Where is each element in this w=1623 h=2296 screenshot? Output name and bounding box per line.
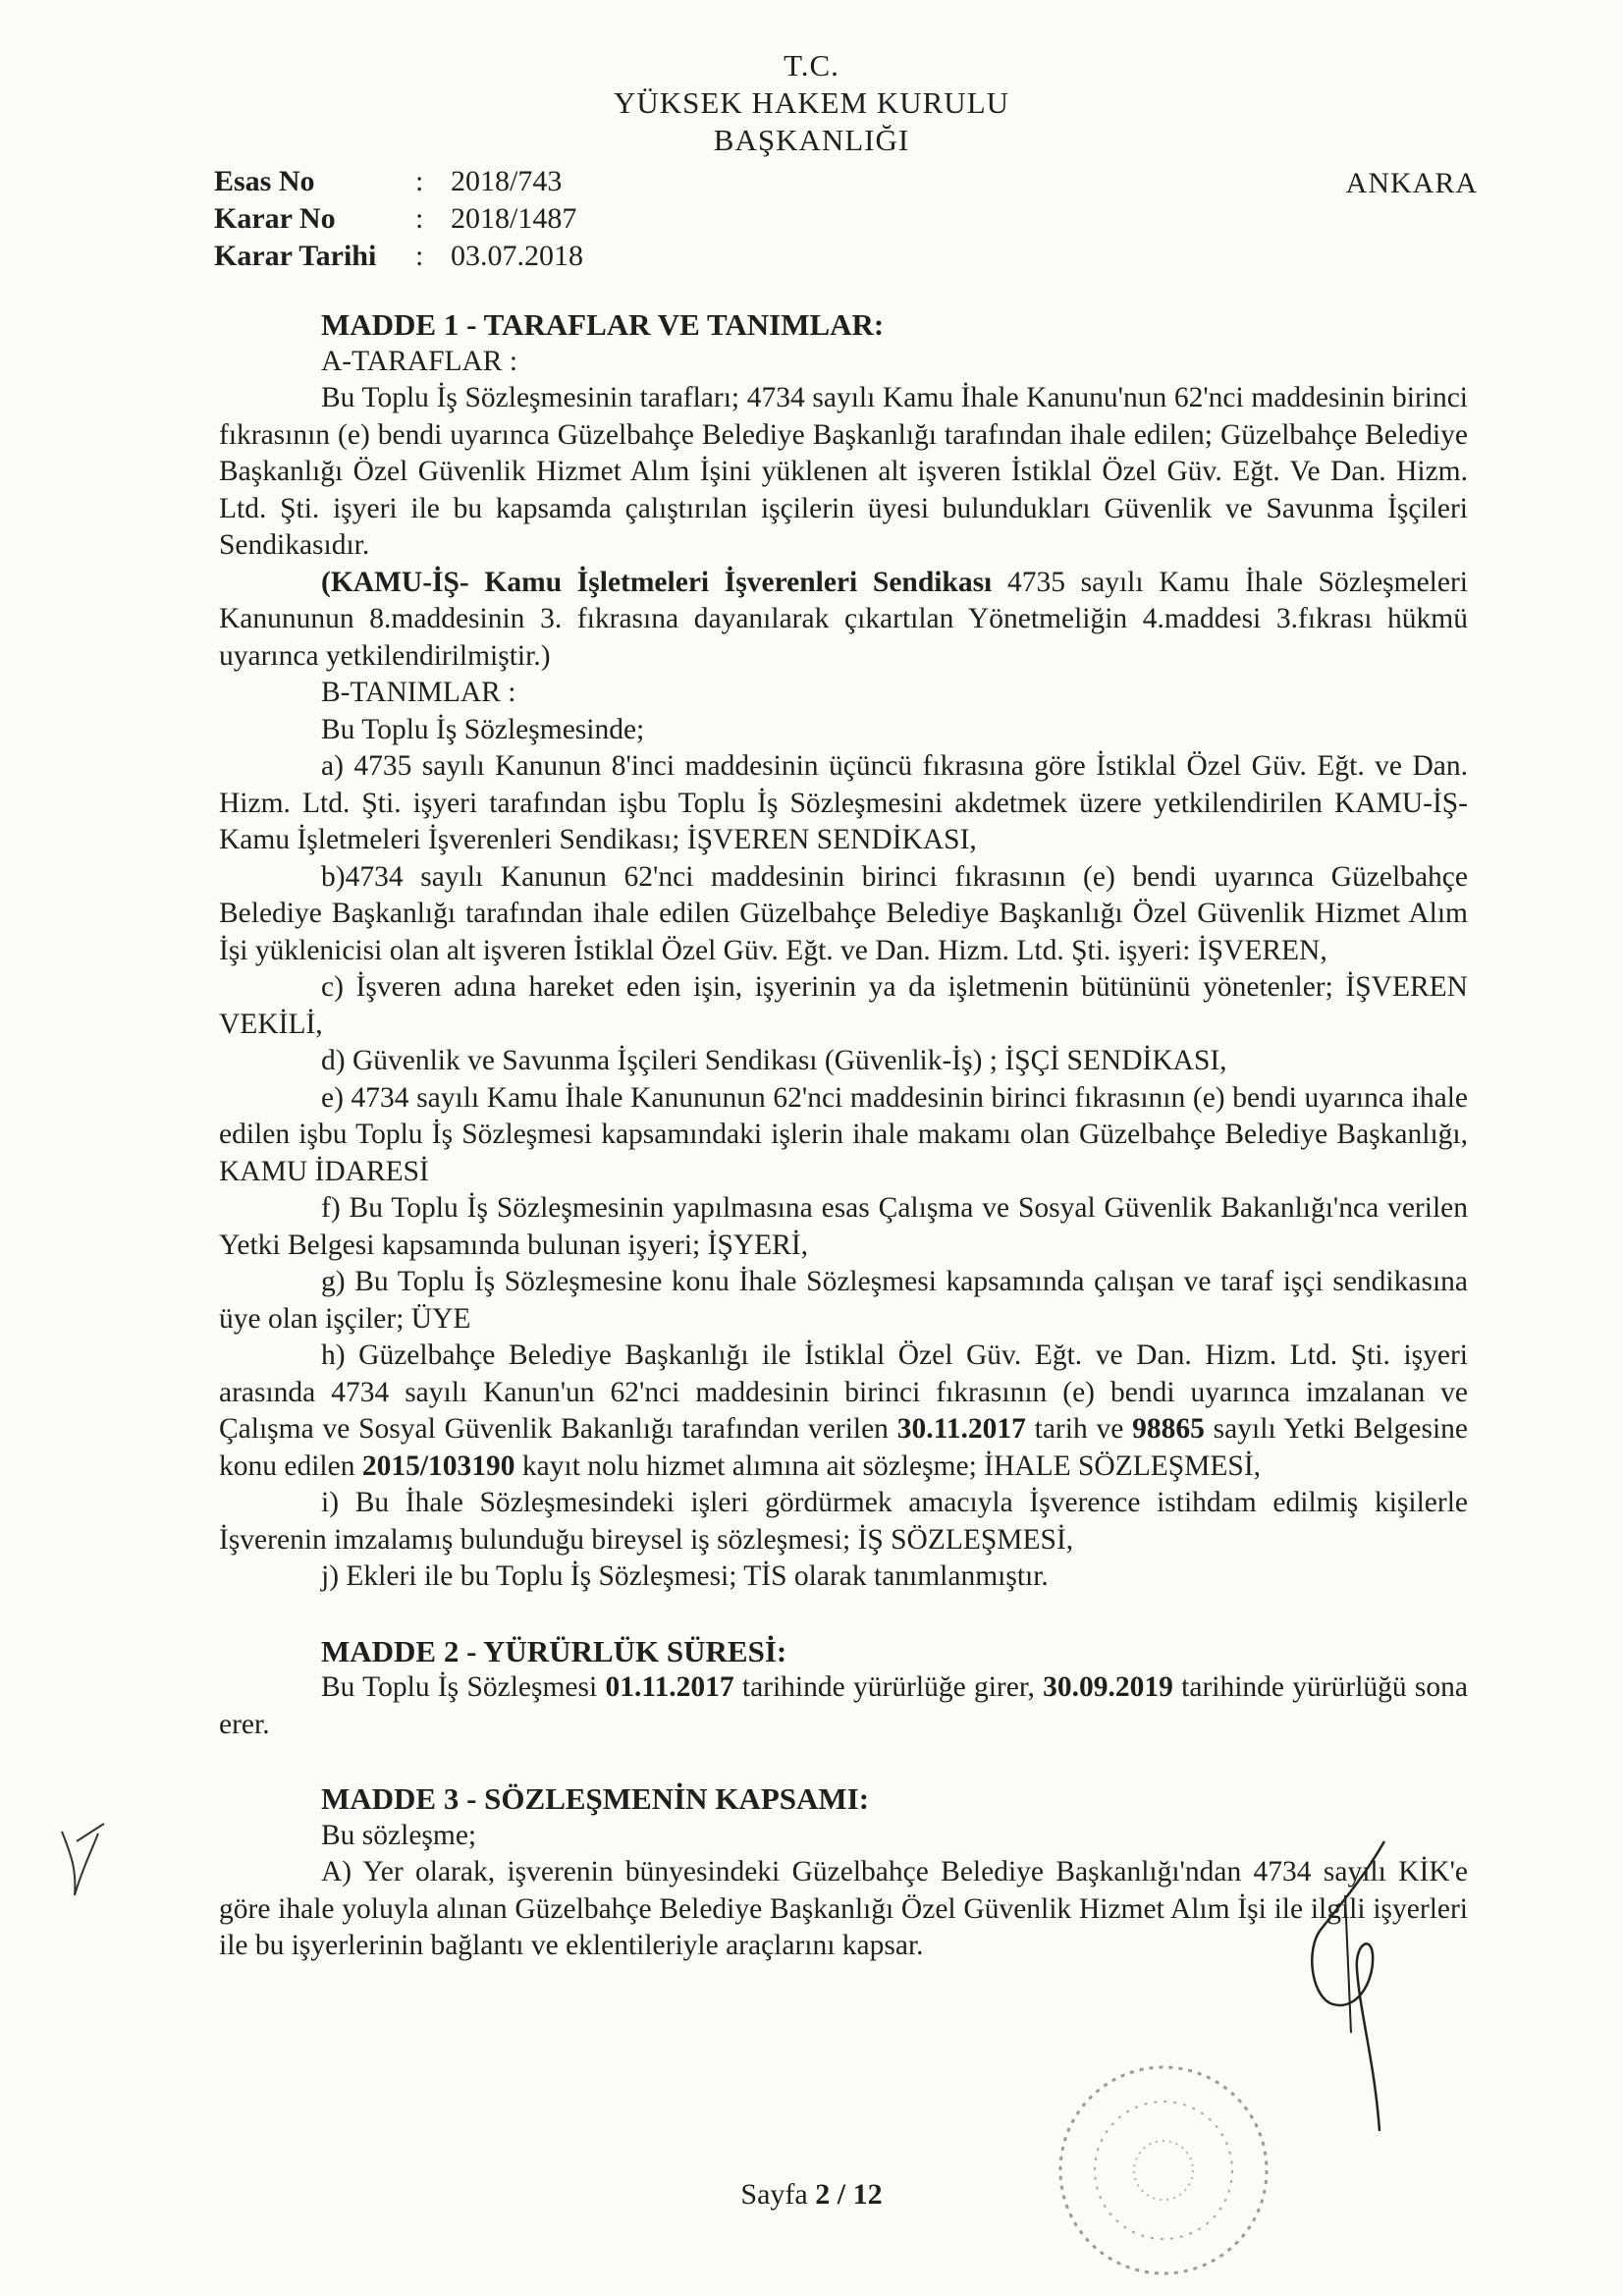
page-current: 2: [815, 2178, 831, 2211]
definition-item-j: j) Ekleri ile bu Toplu İş Sözleşmesi; TİS olarak tanımlanmıştır.: [321, 1560, 1049, 1592]
madde3-intro: Bu sözleşme;: [321, 1819, 477, 1851]
header-line-2: YÜKSEK HAKEM KURULU: [613, 85, 1010, 120]
definition-item-e: e) 4734 sayılı Kamu İhale Kanununun 62'nci maddesinin birinci fıkrasının (e) bendi uyarınca ihale edilen işbu Toplu İş Sözleşmesi kapsamındaki işlerin ihale makamı olan Güzelbahçe Belediye Başkanlığı, KAMU İDARESİ: [219, 1081, 1468, 1187]
madde2-text-2: tarihinde yürürlüğe girer,: [733, 1671, 1044, 1703]
page-prefix: Sayfa: [740, 2178, 816, 2211]
definition-item-b: b)4734 sayılı Kanunun 62'nci maddesinin birinci fıkrasının (e) bendi uyarınca Güzelbahçe Belediye Başkanlığı tarafından ihale edilen Güzelbahçe Belediye Başkanlığı Özel Güvenlik Hizmet Alım İşi yüklenicisi olan alt işveren İstiklal Özel Güv. Eğt. ve Dan. Hizm. Ltd. Şti. işyeri: İŞVEREN,: [219, 860, 1468, 966]
madde2-text-3: tarihinde yürürlüğü sona erer.: [219, 1671, 1468, 1740]
item-h-text-3: sayılı Yetki Belgesine konu edilen: [219, 1413, 1469, 1482]
document-body: [219, 304, 1468, 1965]
definition-item-d: d) Güvenlik ve Savunma İşçileri Sendikası (Güvenlik-İş) ; İŞÇİ SENDİKASI,: [321, 1045, 1227, 1076]
end-date: 30.09.2019: [1043, 1671, 1173, 1703]
madde2-text-1: Bu Toplu İş Sözleşmesi: [321, 1671, 606, 1703]
madde2-title: MADDE 2 - YÜRÜRLÜK SÜRESİ:: [321, 1633, 787, 1668]
item-h-text-1: h) Güzelbahçe Belediye Başkanlığı ile İstiklal Özel Güv. Eğt. ve Dan. Hizm. Ltd. Şti. işyeri arasında 4734 sayılı Kanun'un 62'nci maddesinin birinci fıkrasının (e) bendi uyarınca imzalanan ve Çalışma ve Sosyal Güvenlik Bakanlığı tarafından verilen: [219, 1339, 1468, 1445]
case-meta: [214, 163, 583, 275]
stamp-seal-icon: [1016, 2048, 1311, 2293]
madde2-paragraph: [219, 1669, 1468, 1743]
definition-item-h: [219, 1338, 1468, 1485]
tanimlar-intro: Bu Toplu İş Sözleşmesinde;: [321, 713, 645, 745]
city-label: ANKARA: [1345, 167, 1478, 199]
karar-label: Karar No: [214, 202, 336, 235]
taraflar-paragraph-2: [219, 565, 1468, 676]
esas-value: 2018/743: [451, 165, 563, 197]
meta-row-tarih: [214, 238, 583, 275]
institution-header: [0, 47, 1623, 159]
madde1-title: MADDE 1 - TARAFLAR VE TANIMLAR:: [321, 307, 885, 342]
taraflar-title: A-TARAFLAR :: [321, 345, 518, 377]
tarih-colon: :: [415, 240, 424, 272]
karar-value: 2018/1487: [451, 202, 577, 235]
item-h-text-4: kayıt nolu hizmet alımına ait sözleşme; İHALE SÖZLEŞMESİ,: [514, 1449, 1262, 1482]
item-h-text-2: tarih ve: [1025, 1413, 1133, 1445]
page-separator: /: [830, 2178, 853, 2211]
definition-item-a: a) 4735 sayılı Kanunun 8'inci maddesinin üçüncü fıkrasına göre İstiklal Özel Güv. Eğt. ve Dan. Hizm. Ltd. Şti. işyeri tarafından işbu Toplu İş Sözleşmesini akdetmek üzere yetkilendirilen KAMU-İŞ- Kamu İşletmeleri İşverenleri Sendikası; İŞVEREN SENDİKASI,: [219, 750, 1468, 855]
definition-item-i: i) Bu İhale Sözleşmesindeki işleri gördürmek amacıyla İşverence istihdam edilmiş kişilerle İşverenin imzalamış bulunduğu bireysel iş sözleşmesi; İŞ SÖZLEŞMESİ,: [219, 1487, 1468, 1556]
taraflar-paragraph-1: Bu Toplu İş Sözleşmesinin tarafları; 4734 sayılı Kamu İhale Kanunu'nun 62'nci maddesinin birinci fıkrasının (e) bendi uyarınca Güzelbahçe Belediye Başkanlığı tarafından ihale edilen; Güzelbahçe Belediye Başkanlığı Özel Güvenlik Hizmet Alım İşini yüklenen alt işveren İstiklal Özel Güv. Eğt. Ve Dan. Hizm. Ltd. Şti. işyeri ile bu kapsamda çalıştırılan işçilerin üyesi bulundukları Güvenlik ve Savunma İşçileri Sendikasıdır.: [219, 382, 1468, 561]
page-number: [0, 2178, 1623, 2212]
esas-label: Esas No: [214, 165, 315, 197]
header-line-1: T.C.: [784, 48, 839, 82]
definition-item-f: f) Bu Toplu İş Sözleşmesinin yapılmasına esas Çalışma ve Sosyal Güvenlik Bakanlığı'nca verilen Yetki Belgesi kapsamında bulunan işyeri; İŞYERİ,: [219, 1192, 1468, 1261]
tarih-label: Karar Tarihi: [214, 240, 377, 272]
madde3-item-a: A) Yer olarak, işverenin bünyesindeki Güzelbahçe Belediye Başkanlığı'ndan 4734 sayılı KİK'e göre ihale yoluyla alınan Güzelbahçe Belediye Başkanlığı Özel Güvenlik Hizmet Alım İşi ile ilgili işyerleri ile bu işyerlerinin bağlantı ve eklentileriyle araçlarını kapsar.: [219, 1856, 1468, 1961]
madde3-title: MADDE 3 - SÖZLEŞMENİN KAPSAMI:: [321, 1781, 870, 1816]
taraflar-paragraph-2-rest: 4735 sayılı Kamu İhale Sözleşmeleri Kanununun 8.maddesinin 3. fıkrasına dayanılarak çıkartılan Yönetmeliğin 4.maddesi 3.fıkrası hükmü uyarınca yetkilendirilmiştir.): [219, 566, 1468, 672]
meta-row-esas: [214, 163, 583, 200]
margin-initial-icon: [47, 1802, 116, 1920]
page-total: 12: [852, 2178, 883, 2211]
esas-colon: :: [415, 165, 424, 197]
definition-item-g: g) Bu Toplu İş Sözleşmesine konu İhale Sözleşmesi kapsamında çalışan ve taraf işçi sendikasına üye olan işçiler; ÜYE: [219, 1266, 1468, 1335]
header-line-3: BAŞKANLIĞI: [713, 123, 910, 157]
yetki-date: 30.11.2017: [896, 1413, 1026, 1445]
yetki-number: 98865: [1132, 1413, 1205, 1445]
meta-row-karar: [214, 200, 583, 238]
kayit-number: 2015/103190: [361, 1449, 515, 1482]
karar-colon: :: [415, 202, 424, 235]
definition-item-c: c) İşveren adına hareket eden işin, işyerinin ya da işletmenin bütününü yönetenler; İŞVEREN VEKİLİ,: [219, 971, 1468, 1040]
kamu-is-bold: (KAMU-İŞ- Kamu İşletmeleri İşverenleri Sendikası: [321, 566, 993, 598]
tarih-value: 03.07.2018: [451, 240, 583, 272]
tanimlar-title: B-TANIMLAR :: [321, 677, 516, 708]
start-date: 01.11.2017: [605, 1671, 734, 1703]
